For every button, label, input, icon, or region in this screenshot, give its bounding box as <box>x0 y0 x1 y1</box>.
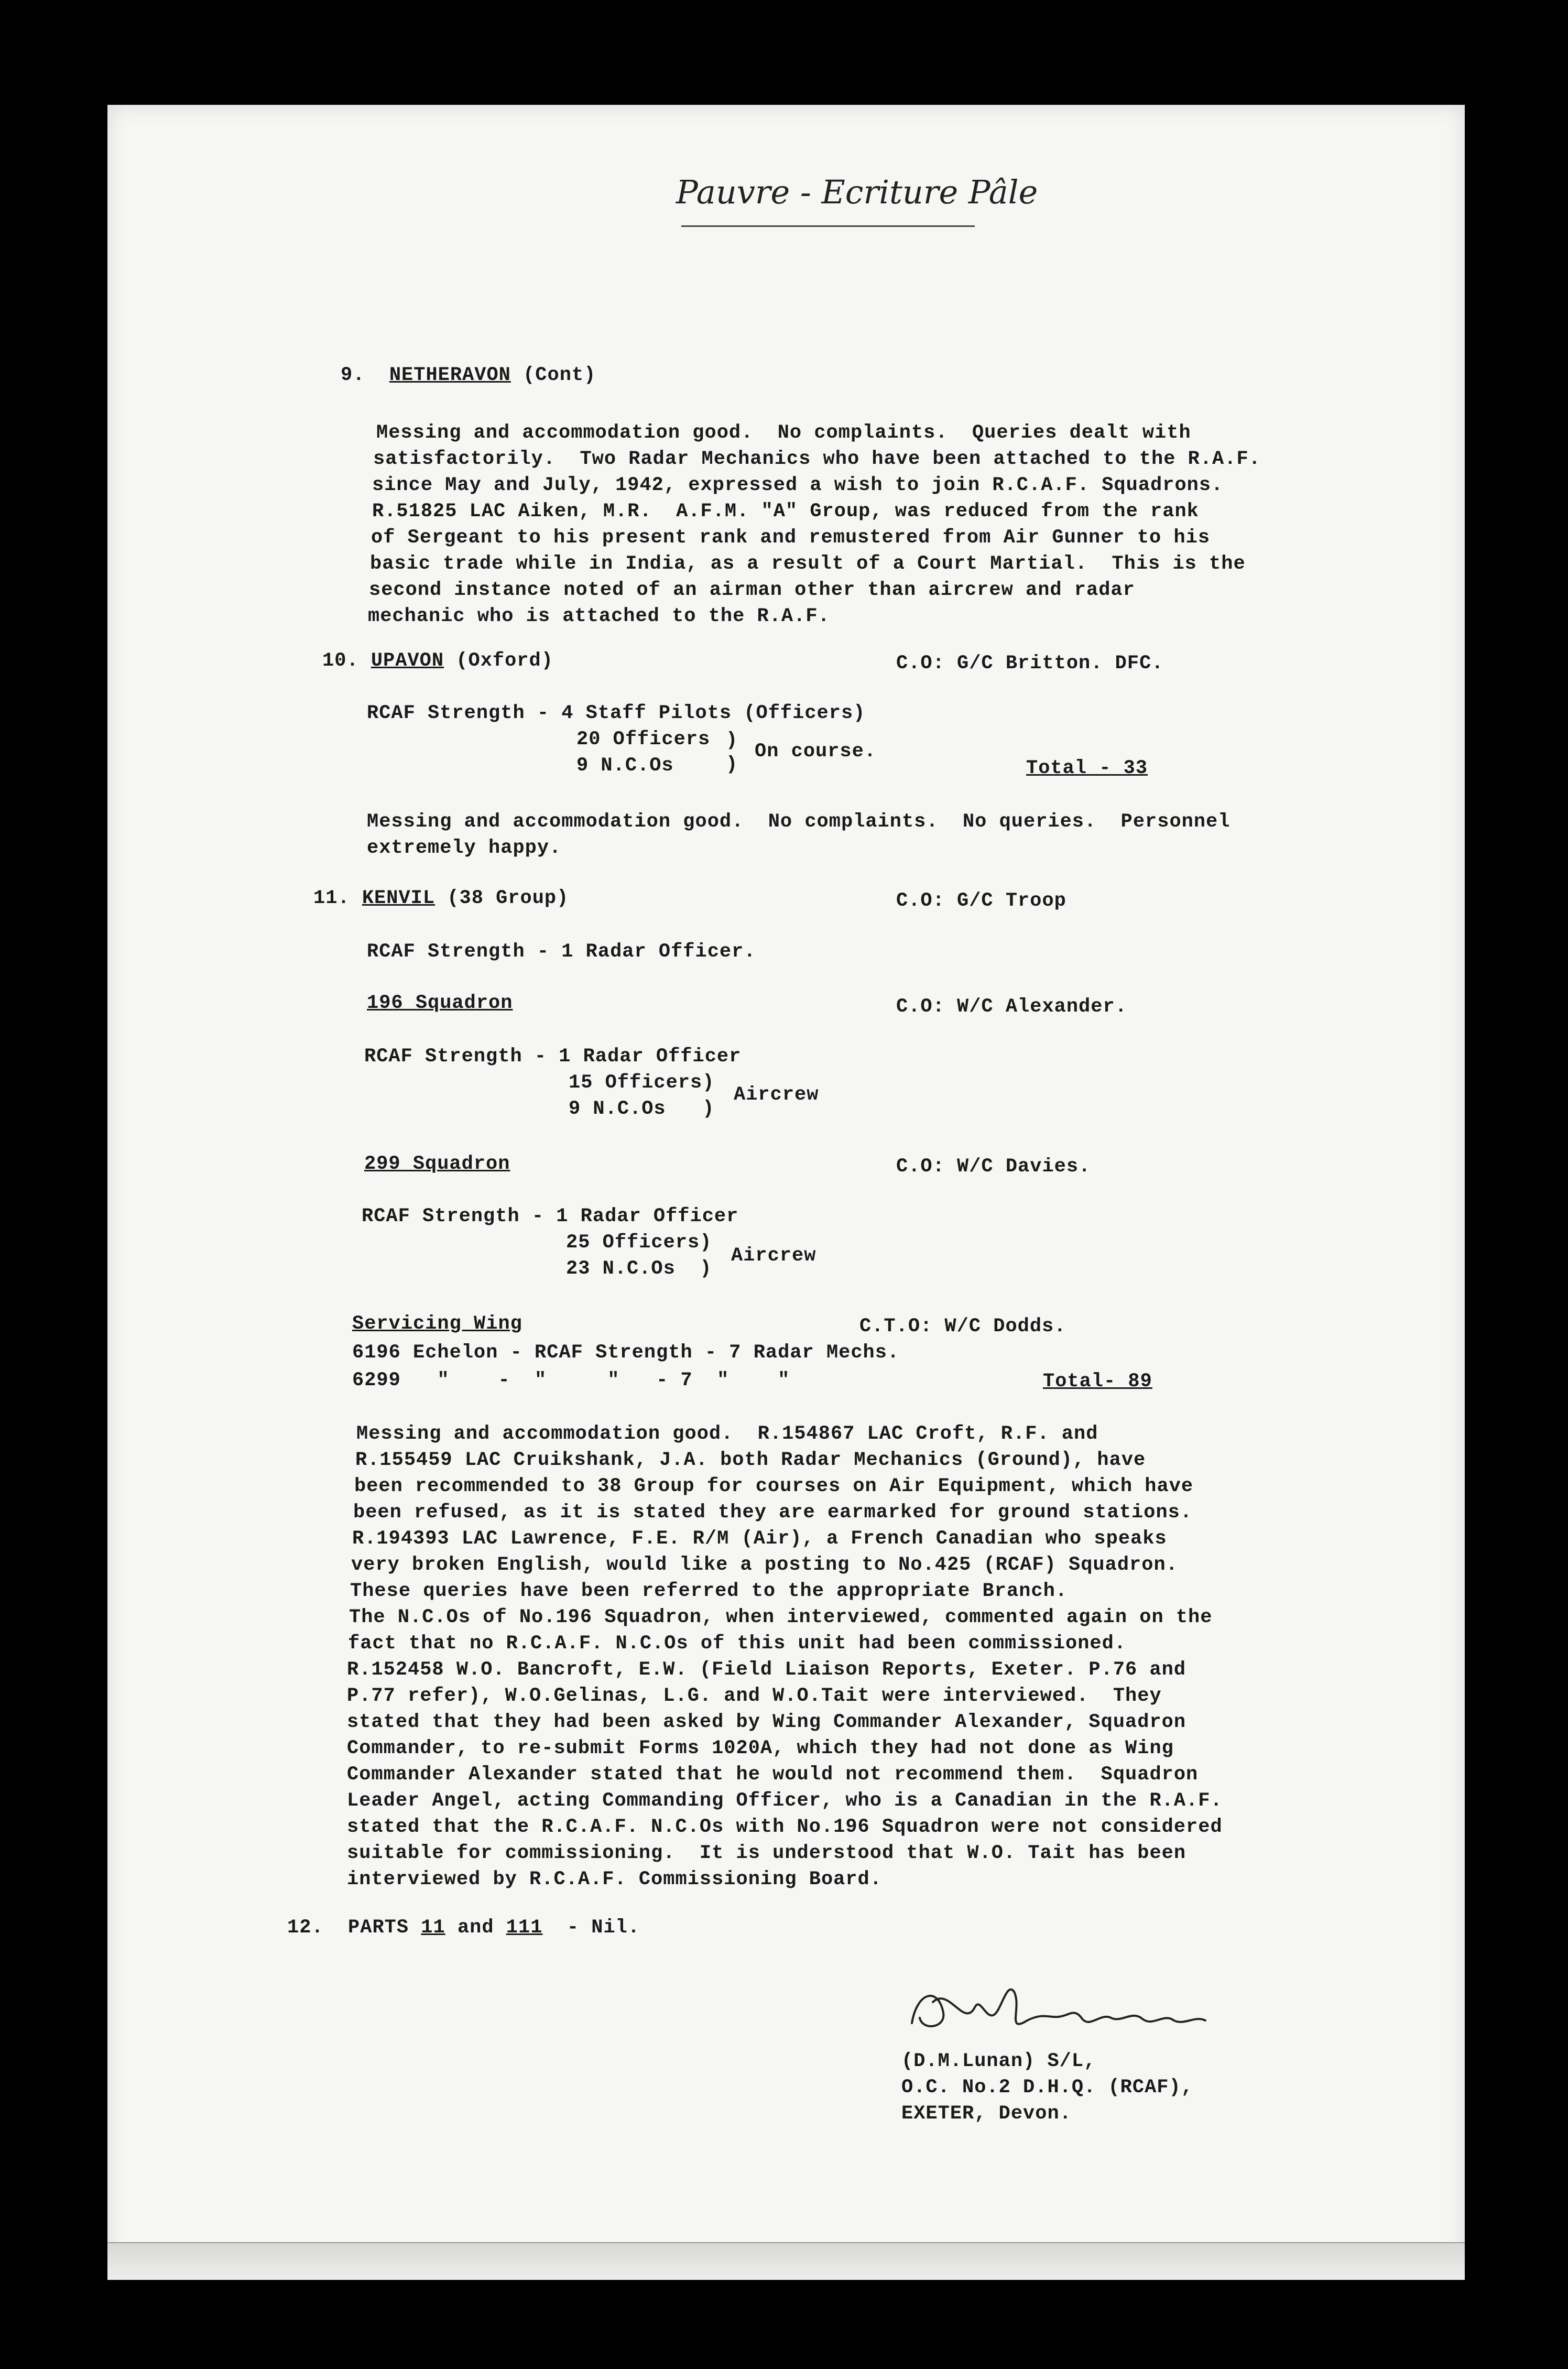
section-11-line: These queries have been referred to the appropriate Branch. <box>350 1580 1068 1602</box>
signatory-name: (D.M.Lunan) S/L, <box>901 2050 1096 2072</box>
section-11-line: Commander, to re-submit Forms 1020A, which they had not done as Wing <box>347 1737 1174 1759</box>
section-10-co: C.O: G/C Britton. DFC. <box>896 653 1164 675</box>
section-11-line: interviewed by R.C.A.F. Commissioning Board. <box>347 1868 882 1890</box>
section-11-line: P.77 refer), W.O.Gelinas, L.G. and W.O.Tait were interviewed. They <box>347 1685 1162 1707</box>
section-12-line: 12. PARTS 11 and 111 - Nil. <box>287 1917 640 1939</box>
servicing-wing-line: 6299 " - " " - 7 " " <box>352 1370 790 1392</box>
section-11-line: Leader Angel, acting Commanding Officer, who is a Canadian in the R.A.F. <box>347 1790 1223 1812</box>
squadron-299-co: C.O: W/C Davies. <box>896 1156 1091 1178</box>
servicing-wing-line: 6196 Echelon - RCAF Strength - 7 Radar Mechs. <box>352 1342 900 1364</box>
servicing-wing-total: Total- 89 <box>1043 1371 1152 1393</box>
squadron-299-strength: RCAF Strength - 1 Radar Officer <box>362 1205 739 1227</box>
section-9-heading: 9. NETHERAVON (Cont) <box>341 364 596 386</box>
handwritten-underline <box>681 225 975 227</box>
section-11-line: stated that they had been asked by Wing Commander Alexander, Squadron <box>347 1711 1186 1733</box>
section-11-line: fact that no R.C.A.F. N.C.Os of this unit had been commissioned. <box>348 1633 1127 1655</box>
section-11-line: been refused, as it is stated they are earmarked for ground stations. <box>353 1502 1193 1524</box>
section-9-line: basic trade while in India, as a result of a Court Martial. This is the <box>370 553 1246 575</box>
section-9-line: mechanic who is attached to the R.A.F. <box>368 605 830 627</box>
section-11-line: Messing and accommodation good. R.154867 LAC Croft, R.F. and <box>356 1423 1098 1445</box>
section-11-heading: 11. KENVIL (38 Group) <box>313 887 569 909</box>
section-10-strength: RCAF Strength - 4 Staff Pilots (Officers) <box>367 702 866 724</box>
squadron-299-aircrew: Aircrew <box>731 1245 816 1267</box>
section-10-officers: 20 Officers <box>576 729 711 751</box>
section-9-line: satisfactorily. Two Radar Mechanics who have been attached to the R.A.F. <box>373 448 1261 470</box>
section-11-line: stated that the R.C.A.F. N.C.Os with No.196 Squadron were not considered <box>347 1816 1223 1838</box>
squadron-196-aircrew: Aircrew <box>734 1084 819 1106</box>
section-9-line: second instance noted of an airman other than aircrew and radar <box>369 579 1135 601</box>
servicing-wing-co: C.T.O: W/C Dodds. <box>859 1316 1066 1338</box>
section-10-messing: extremely happy. <box>367 837 562 859</box>
squadron-299-ncos: 23 N.C.Os ) <box>566 1258 712 1280</box>
section-10-on-course: On course. <box>755 741 877 763</box>
section-11-line: The N.C.Os of No.196 Squadron, when interviewed, commented again on the <box>349 1606 1213 1628</box>
handwritten-note: Pauvre - Ecriture Pâle <box>676 173 1038 211</box>
signature-scrawl <box>901 1971 1242 2049</box>
section-9-line: of Sergeant to his present rank and remustered from Air Gunner to his <box>371 527 1211 549</box>
section-9-line: R.51825 LAC Aiken, M.R. A.F.M. "A" Group, was reduced from the rank <box>372 501 1199 523</box>
section-10-ncos: 9 N.C.Os <box>576 755 674 777</box>
section-9-line: since May and July, 1942, expressed a wish to join R.C.A.F. Squadrons. <box>372 474 1224 496</box>
page-bottom-edge <box>107 2242 1465 2280</box>
section-10-total: Total - 33 <box>1026 757 1148 779</box>
signatory-place: EXETER, Devon. <box>901 2103 1072 2125</box>
section-11-line: suitable for commissioning. It is understood that W.O. Tait has been <box>347 1842 1186 1864</box>
section-10-messing: Messing and accommodation good. No complaints. No queries. Personnel <box>367 811 1231 833</box>
section-11-line: R.155459 LAC Cruikshank, J.A. both Radar Mechanics (Ground), have <box>355 1449 1146 1471</box>
section-11-co: C.O: G/C Troop <box>896 890 1066 912</box>
squadron-196-heading: 196 Squadron <box>367 992 513 1014</box>
brace: ) <box>726 754 738 776</box>
squadron-299-officers: 25 Officers) <box>566 1232 712 1254</box>
section-11-line: R.194393 LAC Lawrence, F.E. R/M (Air), a French Canadian who speaks <box>352 1528 1167 1550</box>
squadron-196-ncos: 9 N.C.Os ) <box>569 1098 715 1120</box>
squadron-299-heading: 299 Squadron <box>364 1153 510 1175</box>
squadron-196-co: C.O: W/C Alexander. <box>896 996 1127 1018</box>
squadron-196-strength: RCAF Strength - 1 Radar Officer <box>364 1046 742 1068</box>
squadron-196-officers: 15 Officers) <box>569 1072 715 1094</box>
section-11-strength: RCAF Strength - 1 Radar Officer. <box>367 941 756 963</box>
section-11-line: Commander Alexander stated that he would not recommend them. Squadron <box>347 1764 1199 1786</box>
section-9-line: Messing and accommodation good. No complaints. Queries dealt with <box>376 422 1191 444</box>
section-10-heading: 10. UPAVON (Oxford) <box>322 650 553 672</box>
brace: ) <box>726 730 738 752</box>
signatory-title: O.C. No.2 D.H.Q. (RCAF), <box>901 2077 1193 2099</box>
section-11-line: R.152458 W.O. Bancroft, E.W. (Field Liaison Reports, Exeter. P.76 and <box>347 1659 1186 1681</box>
section-11-line: very broken English, would like a posting to No.425 (RCAF) Squadron. <box>351 1554 1178 1576</box>
servicing-wing-heading: Servicing Wing <box>352 1313 522 1335</box>
section-11-line: been recommended to 38 Group for courses on Air Equipment, which have <box>354 1475 1194 1497</box>
